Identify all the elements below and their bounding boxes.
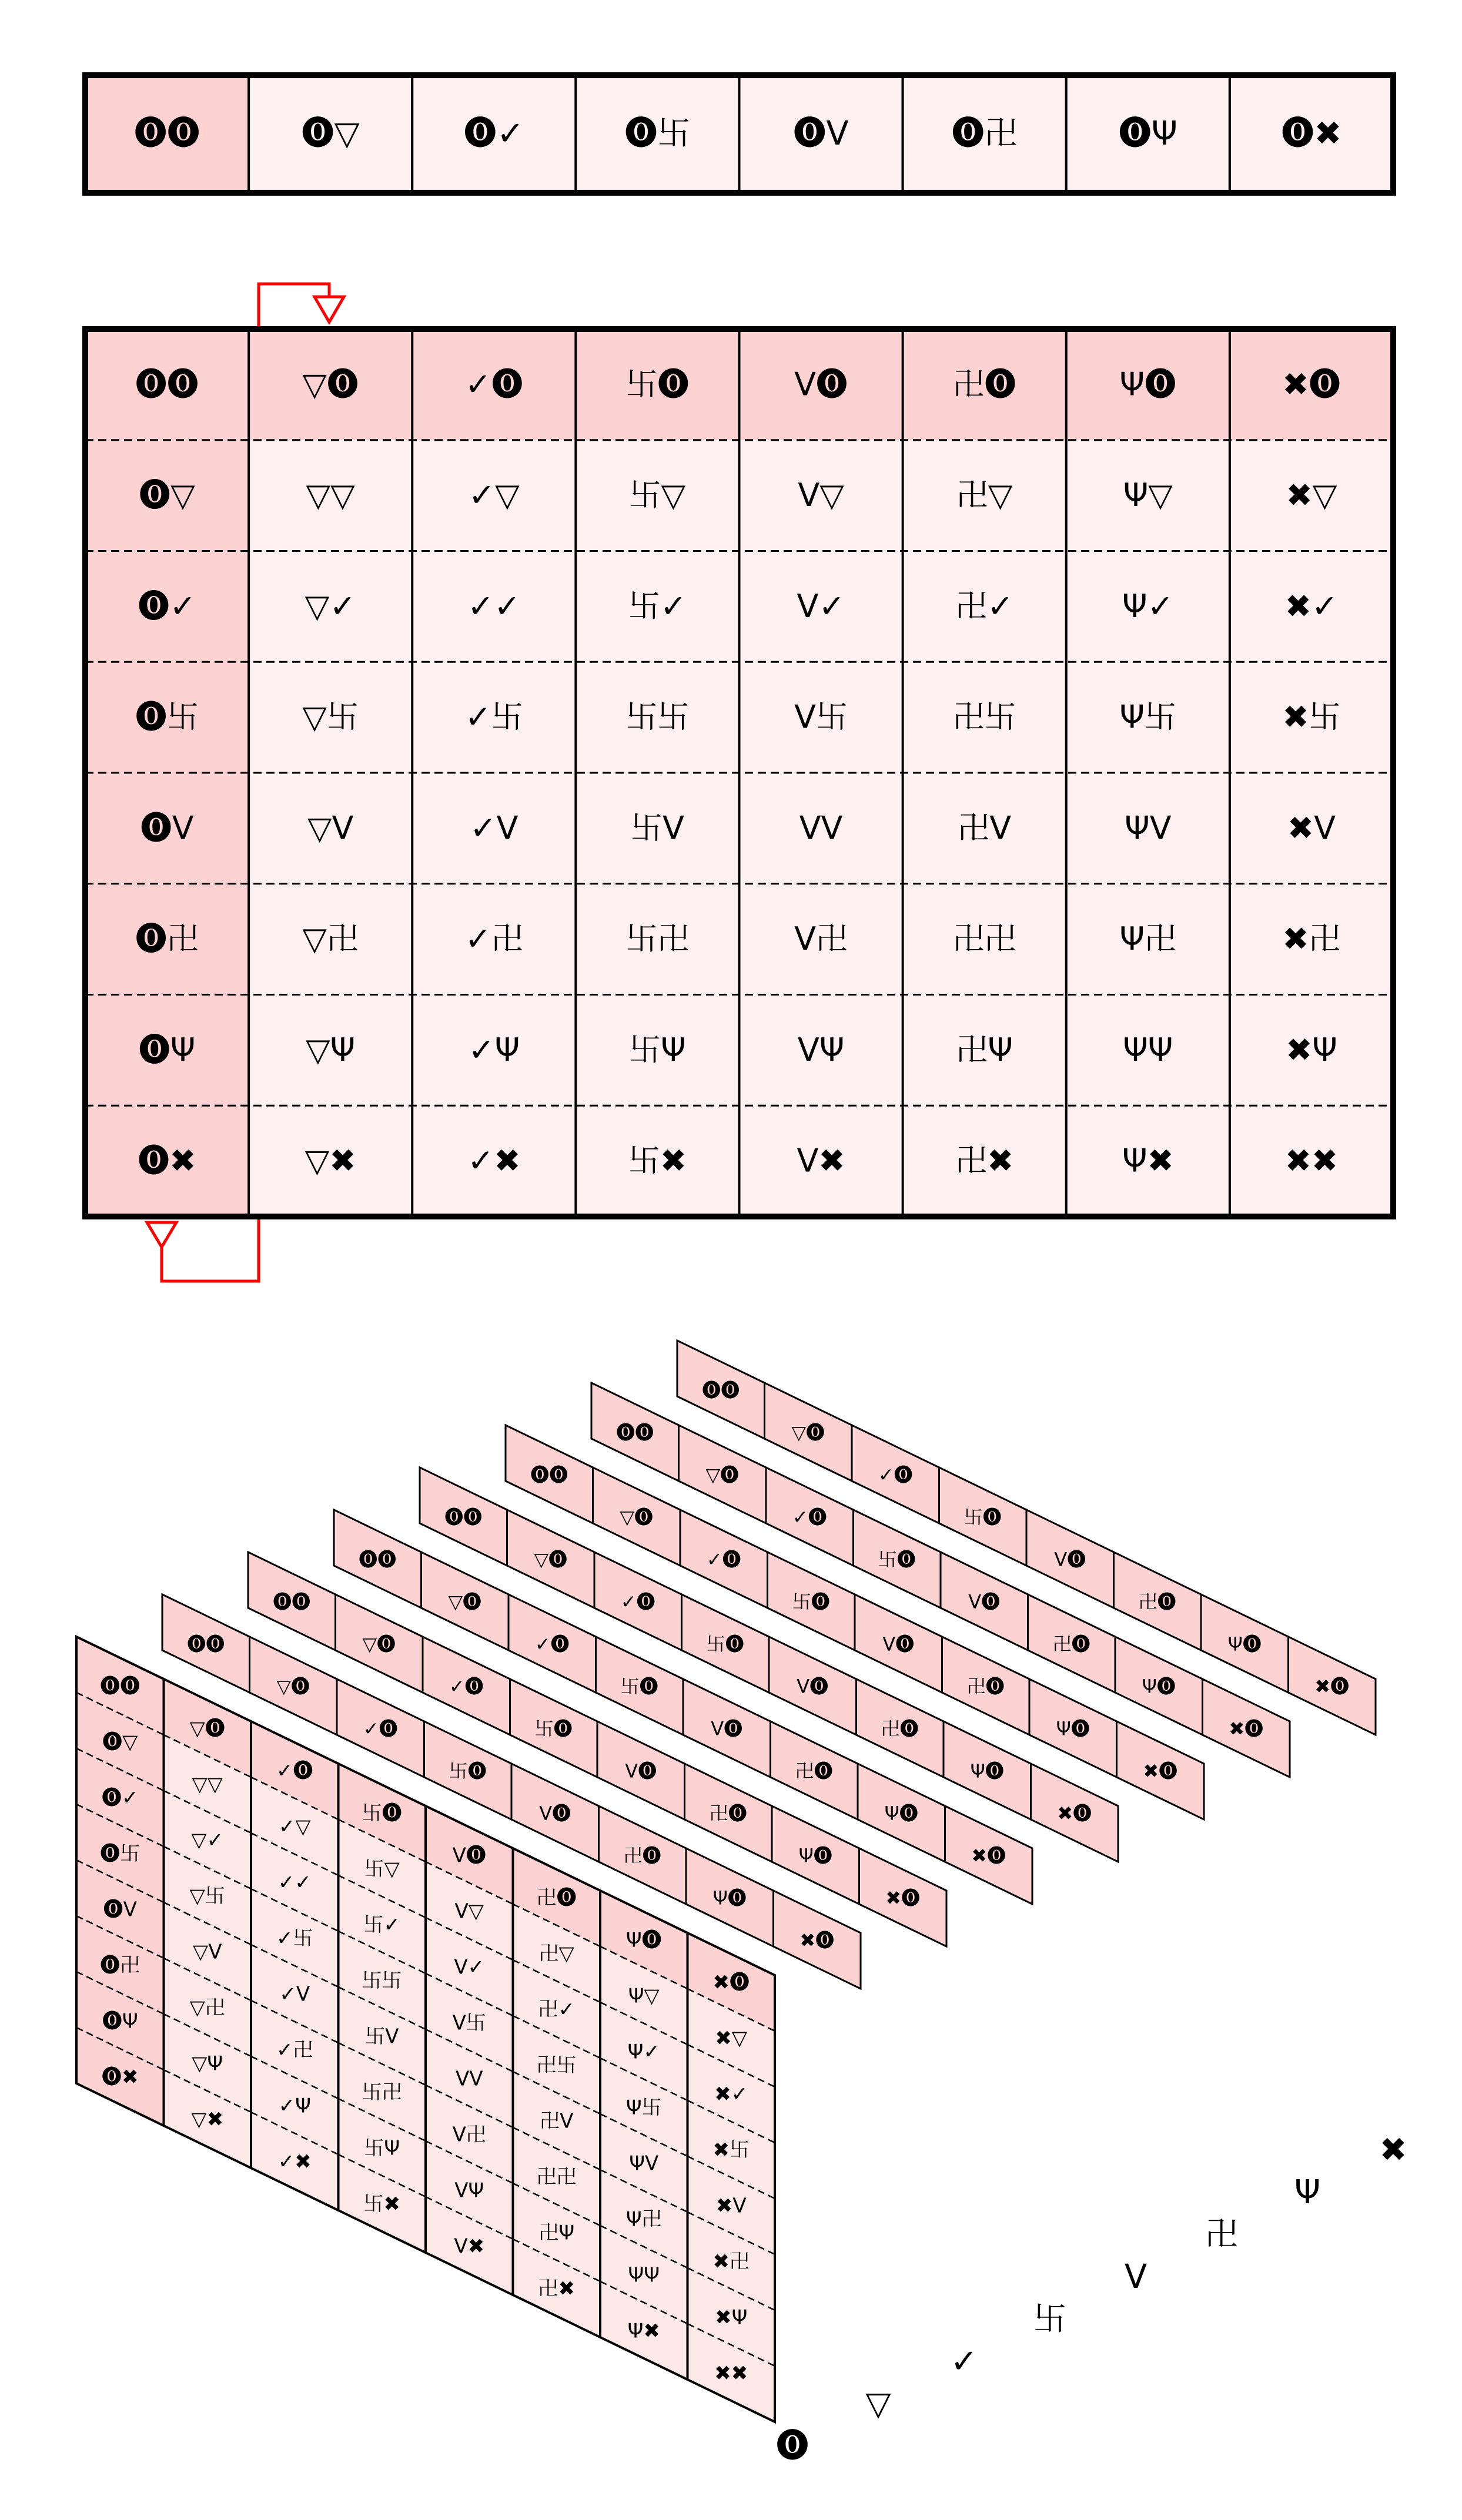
iso-back-cell-label: ▽⓿ bbox=[362, 1633, 396, 1656]
grid-cell-label: ✖卐 bbox=[1282, 698, 1341, 736]
iso-cell-label: ✖⓿ bbox=[712, 1971, 750, 1995]
iso-cell-label: ✖✖ bbox=[714, 2361, 748, 2385]
iso-cell-label: ✖Ψ bbox=[715, 2305, 748, 2330]
iso-wall bbox=[688, 1933, 775, 2422]
grid-cell-label: ᐯ⓿ bbox=[794, 366, 848, 403]
iso-cell-label: ▽Ψ bbox=[192, 2052, 223, 2076]
iso-cell-label: ✓Ψ bbox=[278, 2094, 311, 2118]
iso-back-cell-label: ▽⓿ bbox=[534, 1548, 568, 1571]
iso-axis-label: ✖ bbox=[1379, 2131, 1407, 2169]
iso-cell-label: ✖ᐯ bbox=[715, 2194, 747, 2218]
iso-cell-label: ΨΨ bbox=[628, 2263, 660, 2287]
grid-cell-label: ⓿卐 bbox=[135, 698, 199, 736]
iso-cell-label: Ψ✖ bbox=[627, 2319, 660, 2343]
pair-grid bbox=[85, 329, 1393, 1217]
iso-axis-label: ᐯ bbox=[1124, 2258, 1147, 2296]
iso-back-cell-label: 卍⓿ bbox=[1052, 1633, 1090, 1656]
grid-cell-label: ⓿⓿ bbox=[135, 366, 199, 403]
grid-cell-label: Ψ▽ bbox=[1123, 477, 1173, 514]
iso-cell-label: ᐯΨ bbox=[454, 2179, 484, 2203]
iso-cell-label: 卐✖ bbox=[363, 2192, 400, 2216]
grid-cell-label: ⓿Ψ bbox=[138, 1031, 196, 1068]
iso-back-cell-label: ✓⓿ bbox=[620, 1590, 655, 1613]
iso-cell-label: 卐Ψ bbox=[364, 2136, 400, 2160]
iso-cell-label: ✓✓ bbox=[277, 1871, 312, 1895]
iso-cell-label: 卍✓ bbox=[538, 1998, 575, 2022]
iso-back-cell-label: Ψ⓿ bbox=[1056, 1717, 1090, 1740]
iso-back-cell-label: ✓⓿ bbox=[792, 1506, 827, 1529]
grid-cell-label: ᐯ✓ bbox=[797, 587, 845, 625]
iso-cell-label: ᐯ卍 bbox=[452, 2123, 486, 2147]
grid-cell-label: ✓⓿ bbox=[464, 366, 523, 403]
grid-cell-label: ✖ᐯ bbox=[1287, 809, 1336, 847]
grid-cell-label: ⓿ᐯ bbox=[140, 809, 194, 847]
iso-wall bbox=[339, 1764, 426, 2253]
iso-back-cell-label: Ψ⓿ bbox=[798, 1844, 832, 1867]
iso-cell-label: ▽✖ bbox=[191, 2107, 224, 2132]
iso-back-cell-label: ▽⓿ bbox=[705, 1463, 740, 1486]
iso-back-cell-label: 卐⓿ bbox=[792, 1590, 830, 1613]
grid-cell-label: ✖✖ bbox=[1284, 1142, 1339, 1179]
iso-cell-label: 卐卍 bbox=[362, 2080, 402, 2105]
connector-arrowhead-bottom bbox=[147, 1222, 176, 1247]
grid-cell-label: ᐯ✖ bbox=[797, 1142, 845, 1179]
iso-wall bbox=[251, 1721, 339, 2210]
iso-back-cell-label: Ψ⓿ bbox=[1227, 1633, 1262, 1656]
grid-cell-label: 卐✖ bbox=[628, 1142, 687, 1179]
iso-cell-label: 卍⓿ bbox=[536, 1886, 577, 1910]
iso-back-cell-label: ᐯ⓿ bbox=[625, 1760, 657, 1782]
iso-cell-label: ᐯ✓ bbox=[454, 1955, 485, 1979]
iso-cell-label: ⓿Ψ bbox=[102, 2009, 138, 2033]
iso-cell-label: Ψ卐 bbox=[625, 2096, 662, 2120]
iso-back-cell-label: ✓⓿ bbox=[706, 1548, 741, 1571]
sequence-cell-label: ⓿卐 bbox=[624, 115, 691, 153]
grid-cell-label: Ψ⓿ bbox=[1119, 366, 1177, 403]
iso-axis-label: 卍 bbox=[1205, 2216, 1238, 2254]
grid-cell-label: 卐▽ bbox=[629, 477, 686, 514]
iso-cell-label: ✓✖ bbox=[277, 2150, 312, 2174]
iso-back-cell-label: ✓⓿ bbox=[534, 1633, 570, 1656]
grid-cell-label: ✖卍 bbox=[1282, 920, 1341, 958]
iso-back-cell-label: Ψ⓿ bbox=[1142, 1675, 1176, 1698]
iso-axis-label: ⓿ bbox=[776, 2427, 809, 2465]
grid-cell-label: Ψᐯ bbox=[1125, 809, 1172, 847]
sequence-cell-label: ⓿▽ bbox=[301, 115, 360, 153]
iso-back-cell-label: ᐯ⓿ bbox=[1054, 1548, 1086, 1571]
iso-cell-label: Ψ✓ bbox=[627, 2040, 660, 2064]
iso-back-cell-label: 卍⓿ bbox=[881, 1717, 919, 1740]
iso-back-cell-label: 卍⓿ bbox=[623, 1844, 661, 1867]
iso-axis-label: Ψ bbox=[1294, 2173, 1321, 2211]
iso-wall bbox=[513, 1848, 601, 2337]
iso-axis-label: ▽ bbox=[865, 2385, 891, 2423]
iso-back-cell-label: ✖⓿ bbox=[1143, 1760, 1178, 1782]
grid-cell-label: 卍ᐯ bbox=[958, 809, 1012, 847]
grid-cell-label: 卐卐 bbox=[625, 698, 690, 736]
iso-cell-label: ▽⓿ bbox=[189, 1717, 225, 1741]
iso-back-cell-label: ⓿⓿ bbox=[530, 1463, 568, 1486]
grid-cell-label: ⓿卍 bbox=[135, 920, 199, 958]
sequence-cell-label: ⓿ᐯ bbox=[793, 115, 849, 153]
iso-back-cell-label: ✖⓿ bbox=[1229, 1717, 1264, 1740]
grid-cell-label: ᐯ卍 bbox=[794, 920, 848, 958]
iso-cell-label: ⓿⓿ bbox=[100, 1674, 140, 1698]
iso-back-cell-label: ᐯ⓿ bbox=[711, 1717, 743, 1740]
grid-cell-label: ✖▽ bbox=[1286, 477, 1337, 514]
iso-cell-label: 卐▽ bbox=[364, 1857, 400, 1881]
iso-back-cell-label: 卐⓿ bbox=[706, 1633, 744, 1656]
iso-back-cell-label: ⓿⓿ bbox=[359, 1548, 397, 1571]
iso-cell-label: ᐯ⓿ bbox=[452, 1844, 486, 1868]
iso-back-cell-label: ▽⓿ bbox=[620, 1506, 654, 1529]
iso-wall bbox=[426, 1806, 513, 2295]
grid-cell-label: 卍▽ bbox=[956, 477, 1013, 514]
iso-back-cell-label: ✖⓿ bbox=[1057, 1802, 1092, 1825]
grid-cell-label: ✓▽ bbox=[468, 477, 520, 514]
iso-cell-label: ᐯ▽ bbox=[454, 1899, 484, 1923]
sequence-cell-label: ⓿✖ bbox=[1281, 115, 1342, 153]
iso-cell-label: Ψᐯ bbox=[629, 2152, 659, 2176]
iso-cell-label: ✓卐 bbox=[276, 1926, 313, 1951]
iso-cell-label: ⓿卐 bbox=[100, 1842, 140, 1866]
iso-cell-label: ᐯᐯ bbox=[455, 2067, 483, 2091]
grid-cell-label: 卍✓ bbox=[955, 587, 1014, 625]
iso-back-cell-label: Ψ⓿ bbox=[884, 1802, 918, 1825]
iso-back-cell-label: ▽⓿ bbox=[791, 1421, 825, 1444]
grid-cell-label: 卍⓿ bbox=[952, 366, 1016, 403]
grid-cell-label: ✓卍 bbox=[464, 920, 523, 958]
iso-back-cell-label: ▽⓿ bbox=[276, 1675, 310, 1698]
iso-cell-label: ⓿▽ bbox=[102, 1730, 138, 1754]
sequence-cell-label: ⓿卍 bbox=[951, 115, 1018, 153]
iso-back-cell-label: 卍⓿ bbox=[1138, 1590, 1176, 1613]
iso-back-cell-label: Ψ⓿ bbox=[970, 1760, 1004, 1782]
grid-cell-label: 卐ᐯ bbox=[630, 809, 684, 847]
iso-cell-label: ✓ᐯ bbox=[279, 1982, 310, 2006]
grid-cell-label: 卍卐 bbox=[952, 698, 1016, 736]
iso-cell-label: 卐✓ bbox=[363, 1913, 400, 1937]
iso-cell-label: ▽▽ bbox=[192, 1772, 223, 1797]
sequence-cell-label: ⓿✓ bbox=[463, 115, 524, 153]
grid-cell-label: 卍卍 bbox=[952, 920, 1016, 958]
iso-cell-label: Ψ卍 bbox=[625, 2207, 662, 2231]
iso-back-cell-label: ᐯ⓿ bbox=[539, 1802, 571, 1825]
iso-cell-label: ⓿✓ bbox=[102, 1786, 139, 1810]
iso-back-cell-label: ✓⓿ bbox=[878, 1463, 913, 1486]
iso-wall bbox=[164, 1679, 252, 2168]
grid-cell-label: ✓✖ bbox=[467, 1142, 521, 1179]
grid-cell-label: ✓ᐯ bbox=[470, 809, 518, 847]
iso-back-cell-label: 卐⓿ bbox=[878, 1548, 916, 1571]
iso-cell-label: 卐⓿ bbox=[362, 1801, 402, 1825]
isometric-stack bbox=[76, 1341, 1407, 2465]
iso-cell-label: ✖✓ bbox=[714, 2082, 748, 2106]
iso-back-cell-label: ⓿⓿ bbox=[444, 1506, 483, 1529]
iso-cell-label: ✖卐 bbox=[712, 2138, 750, 2162]
grid-cell-label: ᐯᐯ bbox=[799, 809, 843, 847]
iso-cell-label: ✓卍 bbox=[276, 2038, 313, 2062]
iso-back-cell-label: ⓿⓿ bbox=[187, 1633, 225, 1656]
iso-back-cell-label: 卍⓿ bbox=[966, 1675, 1005, 1698]
iso-back-cell-label: ⓿⓿ bbox=[273, 1590, 311, 1613]
iso-back-cell-label: 卐⓿ bbox=[534, 1717, 573, 1740]
iso-back-cell-label: ✖⓿ bbox=[885, 1886, 921, 1909]
grid-cell-label: 卐✓ bbox=[628, 587, 687, 625]
iso-back-cell-label: Ψ⓿ bbox=[712, 1886, 747, 1909]
grid-cell-label: 卍Ψ bbox=[956, 1031, 1013, 1068]
iso-cell-label: ᐯ卐 bbox=[452, 2011, 486, 2035]
iso-back-cell-label: 卐⓿ bbox=[449, 1760, 487, 1782]
iso-cell-label: ✖卍 bbox=[712, 2250, 750, 2274]
sequence-cell-label: ⓿⓿ bbox=[134, 115, 200, 153]
iso-back-cell-label: 卐⓿ bbox=[620, 1675, 658, 1698]
iso-back-cell-label: ✓⓿ bbox=[363, 1717, 398, 1740]
iso-cell-label: Ψ⓿ bbox=[625, 1928, 662, 1952]
grid-cell-label: 卐⓿ bbox=[625, 366, 690, 403]
grid-cell-label: 卍✖ bbox=[955, 1142, 1014, 1179]
iso-cell-label: ✓▽ bbox=[278, 1815, 311, 1839]
grid-cell-label: Ψ卍 bbox=[1119, 920, 1177, 958]
iso-cell-label: 卐卐 bbox=[362, 1969, 402, 1993]
iso-cell-label: ⓿卍 bbox=[100, 1953, 140, 1978]
iso-back-cell-label: 卐⓿ bbox=[963, 1506, 1002, 1529]
grid-cell-label: ⓿▽ bbox=[139, 477, 195, 514]
iso-back-cell-label: ✖⓿ bbox=[799, 1929, 835, 1952]
grid-cell-label: Ψ✖ bbox=[1122, 1142, 1174, 1179]
iso-cell-label: ▽ᐯ bbox=[193, 1940, 222, 1964]
iso-back-cell-label: 卍⓿ bbox=[709, 1802, 747, 1825]
iso-cell-label: 卍ᐯ bbox=[540, 2109, 574, 2133]
iso-back-cell-label: ⓿⓿ bbox=[616, 1421, 654, 1444]
iso-back-cell-label: ▽⓿ bbox=[448, 1590, 482, 1613]
iso-back-cell-label: ᐯ⓿ bbox=[882, 1633, 915, 1656]
iso-wall bbox=[76, 1637, 164, 2126]
iso-cell-label: ᐯ✖ bbox=[454, 2234, 485, 2258]
iso-cell-label: ⓿ᐯ bbox=[103, 1898, 137, 1922]
grid-cell-label: Ψ卐 bbox=[1119, 698, 1177, 736]
iso-axis-label: ✓ bbox=[950, 2343, 978, 2381]
iso-back-cell-label: 卍⓿ bbox=[795, 1760, 833, 1782]
grid-cell-label: ▽ᐯ bbox=[307, 809, 354, 847]
iso-axis-label: 卐 bbox=[1033, 2300, 1066, 2338]
iso-cell-label: 卐ᐯ bbox=[365, 2025, 399, 2049]
grid-cell-label: ᐯ▽ bbox=[798, 477, 844, 514]
iso-cell-label: 卍✖ bbox=[538, 2277, 575, 2301]
grid-cell-label: ✖Ψ bbox=[1286, 1031, 1337, 1068]
iso-wall bbox=[600, 1891, 688, 2380]
grid-cell-label: ΨΨ bbox=[1123, 1031, 1173, 1068]
iso-cell-label: 卍▽ bbox=[538, 1942, 574, 1966]
grid-cell-label: ⓿✓ bbox=[138, 587, 196, 625]
iso-cell-label: ⓿✖ bbox=[102, 2065, 139, 2089]
grid-cell-label: ▽▽ bbox=[306, 477, 355, 514]
grid-cell-label: ▽✖ bbox=[305, 1142, 356, 1179]
grid-cell-label: ▽卍 bbox=[302, 920, 359, 958]
grid-cell-label: ᐯ卐 bbox=[794, 698, 848, 736]
grid-cell-label: ✓卐 bbox=[464, 698, 523, 736]
iso-back-cell-label: ✖⓿ bbox=[971, 1844, 1006, 1867]
grid-cell-label: ✓✓ bbox=[467, 587, 521, 625]
iso-cell-label: ✓⓿ bbox=[276, 1759, 313, 1783]
iso-cell-label: ▽卍 bbox=[189, 1996, 225, 2020]
grid-cell-label: ▽卐 bbox=[302, 698, 359, 736]
iso-cell-label: ▽✓ bbox=[191, 1828, 224, 1852]
iso-back-cell-label: ᐯ⓿ bbox=[797, 1675, 829, 1698]
grid-cell-label: 卐卍 bbox=[625, 920, 690, 958]
grid-cell-label: ▽⓿ bbox=[302, 366, 359, 403]
connector-arrowhead-top bbox=[315, 297, 344, 322]
iso-cell-label: ▽卐 bbox=[189, 1884, 225, 1908]
sequence-bar bbox=[85, 75, 1393, 193]
iso-cell-label: 卍卐 bbox=[536, 2053, 577, 2077]
iso-cell-label: Ψ▽ bbox=[628, 1984, 660, 2008]
grid-cell-label: ▽✓ bbox=[305, 587, 356, 625]
sequence-cell-label: ⓿Ψ bbox=[1118, 115, 1177, 153]
grid-cell-label: Ψ✓ bbox=[1122, 587, 1174, 625]
grid-cell-label: ✖✓ bbox=[1284, 587, 1339, 625]
iso-back-cell-label: ✓⓿ bbox=[449, 1675, 484, 1698]
grid-cell-label: ✓Ψ bbox=[468, 1031, 520, 1068]
iso-cell-label: 卍卍 bbox=[536, 2165, 577, 2189]
grid-cell-label: ▽Ψ bbox=[306, 1031, 356, 1068]
iso-back-cell-label: ᐯ⓿ bbox=[968, 1590, 1001, 1613]
iso-cell-label: 卍Ψ bbox=[538, 2221, 575, 2245]
grid-cell-label: ᐯΨ bbox=[797, 1031, 845, 1068]
grid-cell-label: ⓿✖ bbox=[138, 1142, 196, 1179]
iso-back-cell-label: ⓿⓿ bbox=[702, 1379, 740, 1402]
grid-cell-label: ✖⓿ bbox=[1282, 366, 1341, 403]
iso-back-cell-label: ✖⓿ bbox=[1314, 1675, 1350, 1698]
iso-cell-label: ✖▽ bbox=[715, 2026, 748, 2050]
grid-cell-label: 卐Ψ bbox=[629, 1031, 686, 1068]
